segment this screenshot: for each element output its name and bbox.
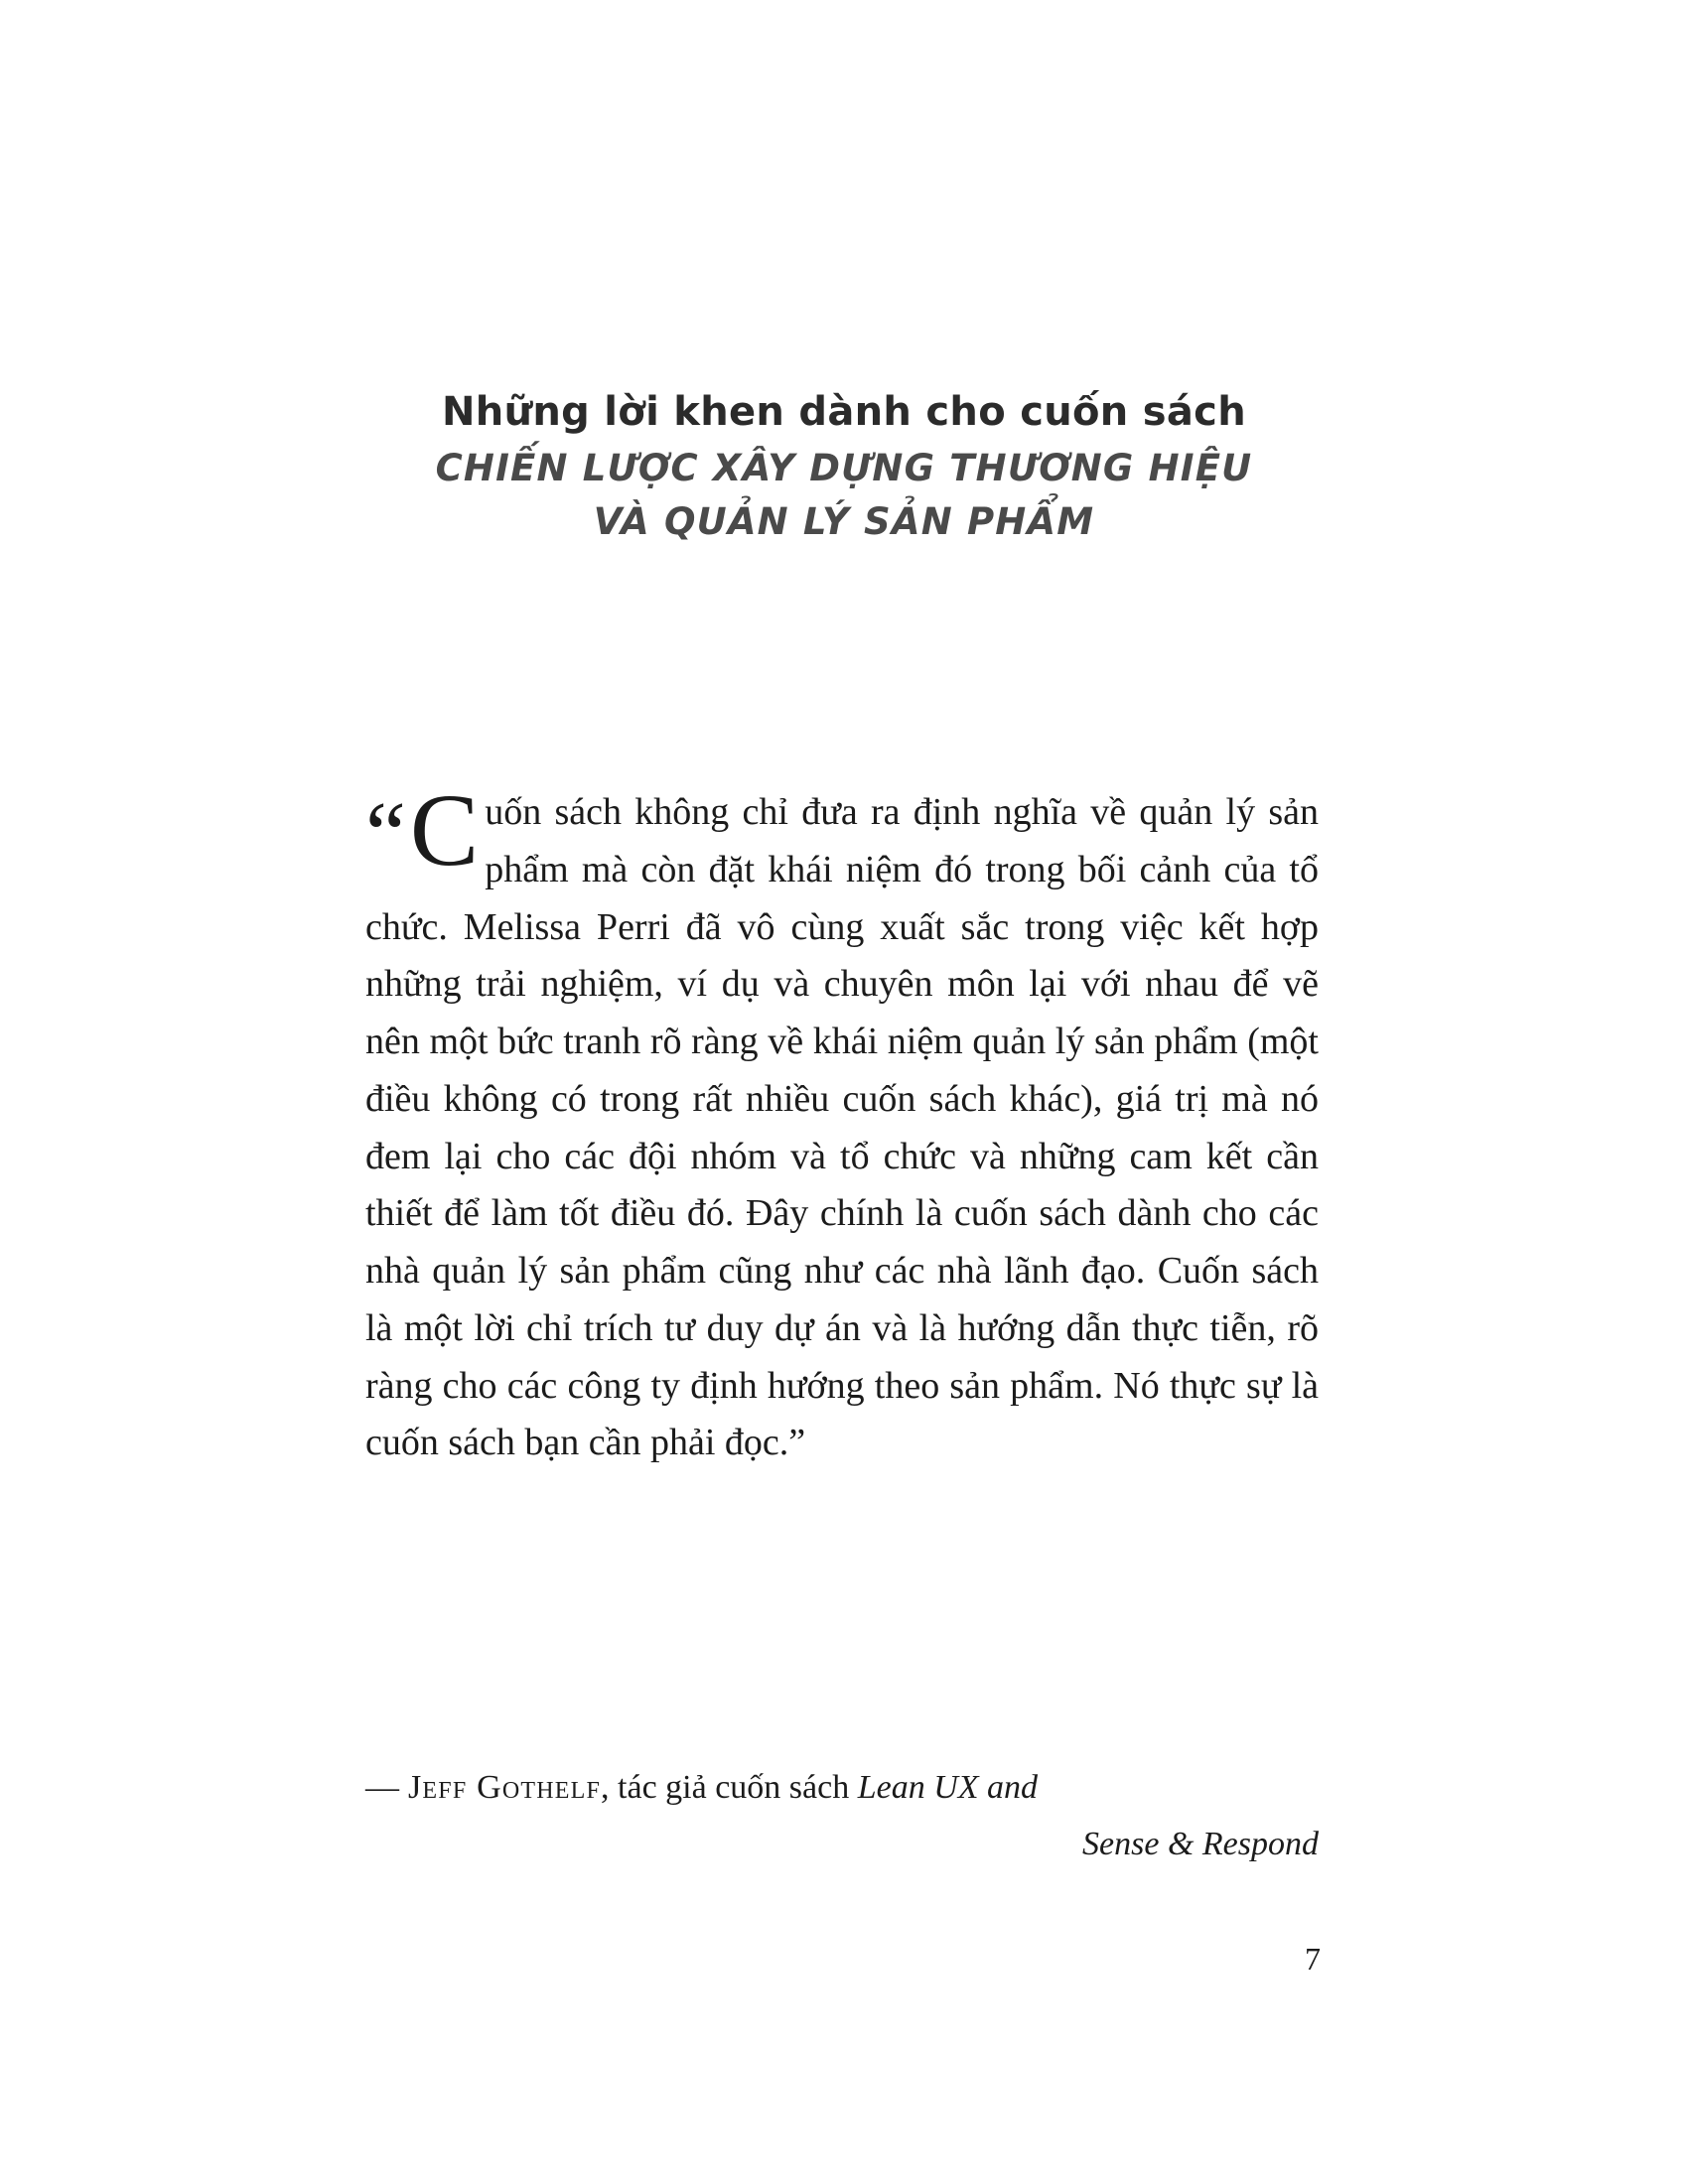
quote-body-text: uốn sách không chỉ đưa ra định nghĩa về quản lý sản phẩm mà còn đặt khái niệm đó trong bối cảnh của tổ chức. Melissa Perri đã vô cùng xuất sắc trong việc kết hợp những trải nghiệm, ví dụ và chuyên môn lại với nhau để vẽ nên một bức tranh rõ ràng về khái niệm quản lý sản phẩm (một điều không có trong rất nhiều cuốn sách khác), giá trị mà nó đem lại cho các đội nhóm và tổ chức và những cam kết cần thiết để làm tốt điều đó. Đây chính là cuốn sách dành cho các nhà quản lý sản phẩm cũng như các nhà lãnh đạo. Cuốn sách là một lời chỉ trích tư duy dự án và là hướng dẫn thực tiễn, rõ ràng cho các công ty định hướng theo sản phẩm. Nó thực sự là cuốn sách bạn cần phải đọc.” <box>365 791 1319 1464</box>
attribution-line-1 <box>365 1762 1319 1815</box>
quote-block <box>365 773 1319 1472</box>
page-heading <box>328 387 1360 546</box>
attribution-work-title-line-1: Lean UX and <box>857 1769 1039 1806</box>
attribution-dash: — <box>365 1769 400 1806</box>
drop-cap-letter: C <box>409 773 480 887</box>
heading-praise-line: Những lời khen dành cho cuốn sách <box>442 389 1246 435</box>
quote-paragraph <box>365 773 1319 1472</box>
attribution-role: , tác giả cuốn sách <box>601 1769 858 1806</box>
quote-attribution <box>365 1762 1319 1870</box>
page-number: 7 <box>1305 1941 1321 1977</box>
attribution-author: Jeff Gothelf <box>408 1769 602 1806</box>
attribution-work-title-line-2: Sense & Respond <box>1082 1825 1319 1862</box>
heading-book-title-line-1: CHIẾN LƯỢC XÂY DỰNG THƯƠNG HIỆU <box>435 447 1253 489</box>
open-quote-mark: “ <box>365 783 406 885</box>
heading-book-title-line-2: VÀ QUẢN LÝ SẢN PHẨM <box>593 500 1095 544</box>
